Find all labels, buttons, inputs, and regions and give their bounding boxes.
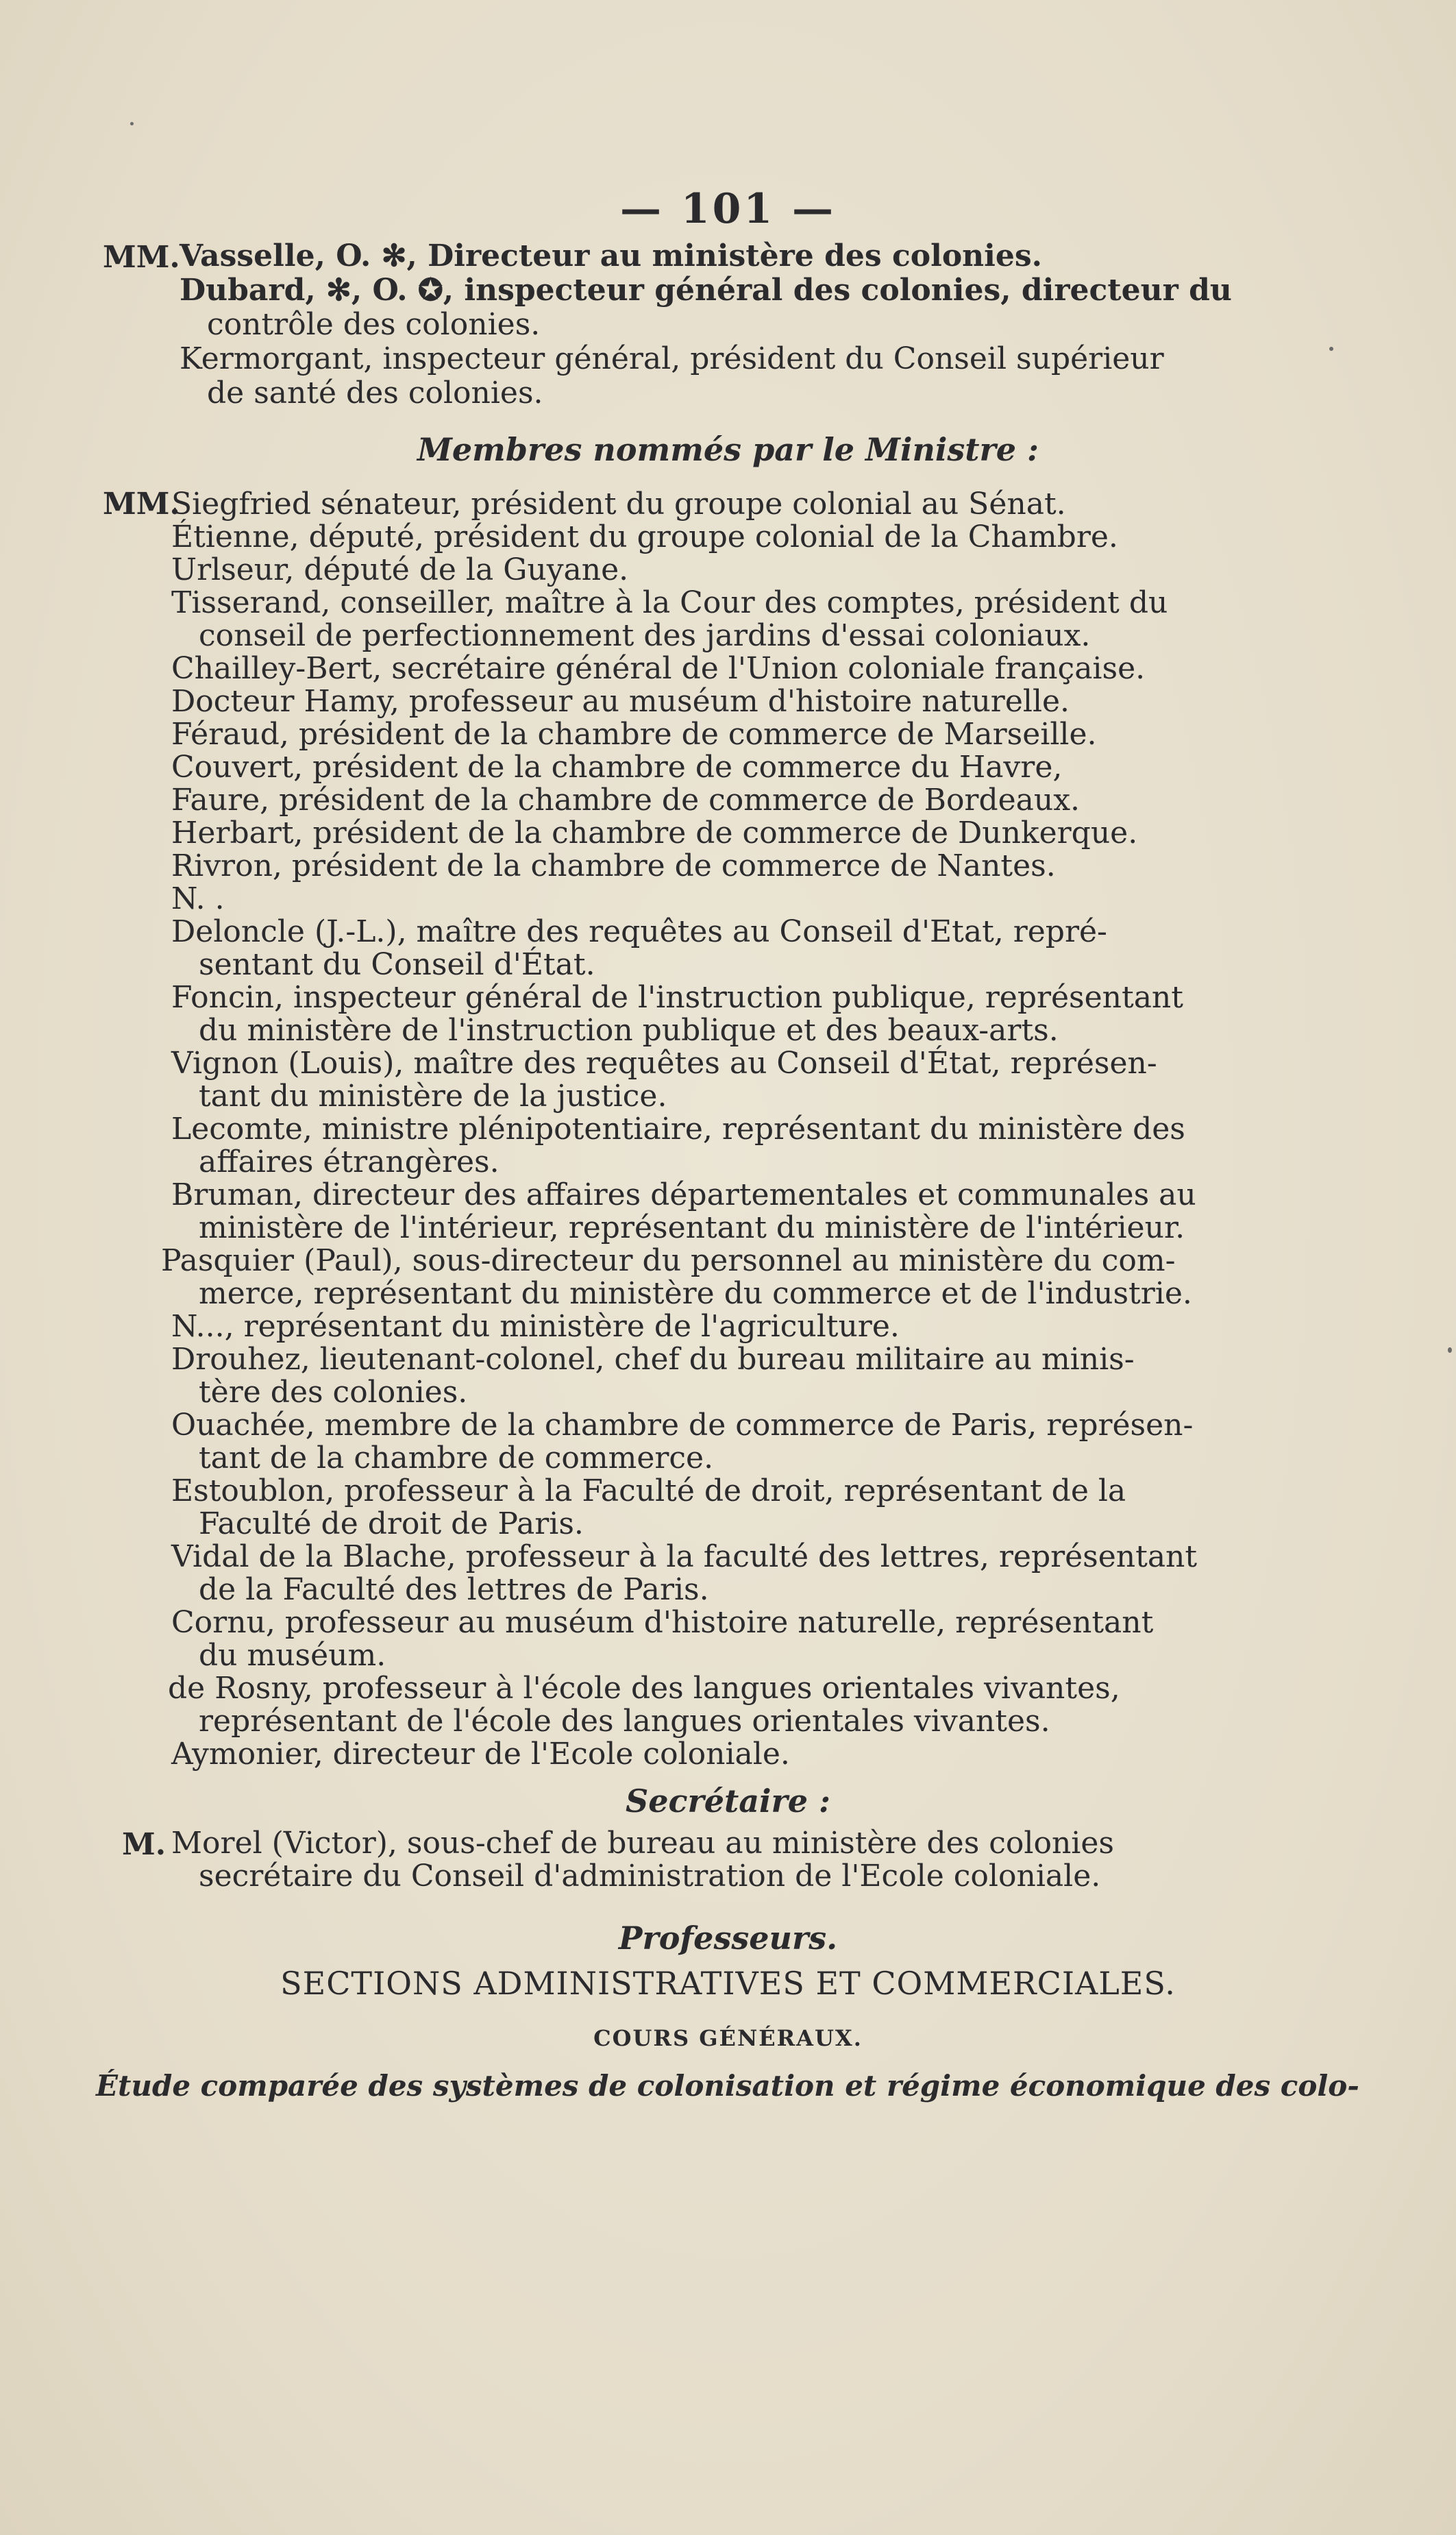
member-line: Morel (Victor), sous-chef de bureau au ministère des colonies bbox=[171, 1826, 1114, 1861]
heading-courses: COURS GÉNÉRAUX. bbox=[593, 2025, 863, 2051]
member-line: Herbart, président de la chambre de commerce de Dunkerque. bbox=[171, 816, 1138, 850]
member-line: N. . bbox=[171, 881, 225, 916]
section2-prefix: MM. bbox=[103, 487, 180, 522]
member-line: de la Faculté des lettres de Paris. bbox=[199, 1572, 709, 1607]
member-line: Urlseur, député de la Guyane. bbox=[171, 552, 629, 587]
member-line: du muséum. bbox=[199, 1638, 386, 1673]
scan-speck bbox=[1448, 1347, 1452, 1353]
member-line: Siegfried sénateur, président du groupe colonial au Sénat. bbox=[171, 487, 1066, 522]
member-line: Kermorgant, inspecteur général, président du Conseil supérieur bbox=[180, 341, 1164, 376]
member-line: sentant du Conseil d'État. bbox=[199, 947, 595, 982]
section1-prefix: MM. bbox=[103, 240, 180, 275]
member-line: Aymonier, directeur de l'Ecole coloniale. bbox=[171, 1737, 790, 1772]
member-line: du ministère de l'instruction publique et des beaux-arts. bbox=[199, 1013, 1059, 1048]
member-line: affaires étrangères. bbox=[199, 1144, 499, 1179]
member-line: Lecomte, ministre plénipotentiaire, représentant du ministère des bbox=[171, 1112, 1185, 1147]
member-line: Pasquier (Paul), sous-directeur du personnel au ministère du com- bbox=[161, 1243, 1176, 1278]
member-line: conseil de perfectionnement des jardins d'essai coloniaux. bbox=[199, 618, 1091, 653]
member-line: Tisserand, conseiller, maître à la Cour des comptes, président du bbox=[171, 585, 1168, 620]
member-line: N..., représentant du ministère de l'agriculture. bbox=[171, 1309, 900, 1344]
member-line: Cornu, professeur au muséum d'histoire naturelle, représentant bbox=[171, 1605, 1154, 1640]
member-line: de santé des colonies. bbox=[207, 376, 543, 411]
heading-professors: Professeurs. bbox=[618, 1920, 838, 1957]
page-number: — 101 — bbox=[619, 185, 837, 233]
member-line: tant du ministère de la justice. bbox=[199, 1079, 667, 1114]
member-line: représentant de l'école des langues orientales vivantes. bbox=[199, 1704, 1050, 1739]
member-line: Bruman, directeur des affaires départementales et communales au bbox=[171, 1177, 1196, 1212]
member-line: secrétaire du Conseil d'administration de l'Ecole coloniale. bbox=[199, 1859, 1101, 1894]
member-line: Féraud, président de la chambre de commerce de Marseille. bbox=[171, 717, 1097, 752]
member-line: Dubard, ✻, O. ✪, inspecteur général des colonies, directeur du bbox=[180, 273, 1232, 308]
member-line: Faculté de droit de Paris. bbox=[199, 1506, 584, 1541]
member-line: Rivron, président de la chambre de commerce de Nantes. bbox=[171, 848, 1056, 883]
member-line: Faure, président de la chambre de commerce de Bordeaux. bbox=[171, 783, 1081, 818]
scan-speck bbox=[130, 122, 134, 125]
member-line: Estoublon, professeur à la Faculté de droit, représentant de la bbox=[171, 1473, 1126, 1508]
member-line: Vasselle, O. ✻, Directeur au ministère des colonies. bbox=[180, 238, 1042, 273]
member-line: contrôle des colonies. bbox=[207, 307, 541, 342]
member-line: de Rosny, professeur à l'école des langues orientales vivantes, bbox=[168, 1671, 1120, 1706]
member-line: Vidal de la Blache, professeur à la faculté des lettres, représentant bbox=[171, 1539, 1198, 1574]
member-line: Docteur Hamy, professeur au muséum d'histoire naturelle. bbox=[171, 684, 1070, 719]
section3-prefix: M. bbox=[122, 1827, 166, 1862]
member-line: ministère de l'intérieur, représentant du ministère de l'intérieur. bbox=[199, 1210, 1185, 1245]
member-line: Deloncle (J.-L.), maître des requêtes au Conseil d'Etat, repré- bbox=[171, 914, 1107, 949]
member-line: Foncin, inspecteur général de l'instruction publique, représentant bbox=[171, 980, 1183, 1015]
heading-members: Membres nommés par le Ministre : bbox=[417, 431, 1039, 468]
scan-speck bbox=[1329, 347, 1333, 351]
heading-sections: SECTIONS ADMINISTRATIVES ET COMMERCIALES. bbox=[280, 1965, 1176, 2002]
member-line: merce, représentant du ministère du commerce et de l'industrie. bbox=[199, 1276, 1192, 1311]
final-line: Étude comparée des systèmes de colonisation et régime économique des colo- bbox=[96, 2069, 1359, 2103]
member-line: Chailley-Bert, secrétaire général de l'Union coloniale française. bbox=[171, 651, 1146, 686]
member-line: Vignon (Louis), maître des requêtes au Conseil d'État, représen- bbox=[171, 1046, 1157, 1081]
member-line: tère des colonies. bbox=[199, 1375, 468, 1410]
member-line: Couvert, président de la chambre de commerce du Havre, bbox=[171, 750, 1063, 785]
heading-secretary: Secrétaire : bbox=[625, 1783, 831, 1820]
member-line: tant de la chambre de commerce. bbox=[199, 1441, 714, 1475]
member-line: Ouachée, membre de la chambre de commerce de Paris, représen- bbox=[171, 1408, 1194, 1443]
member-line: Étienne, député, président du groupe colonial de la Chambre. bbox=[171, 519, 1118, 554]
member-line: Drouhez, lieutenant-colonel, chef du bureau militaire au minis- bbox=[171, 1342, 1135, 1377]
